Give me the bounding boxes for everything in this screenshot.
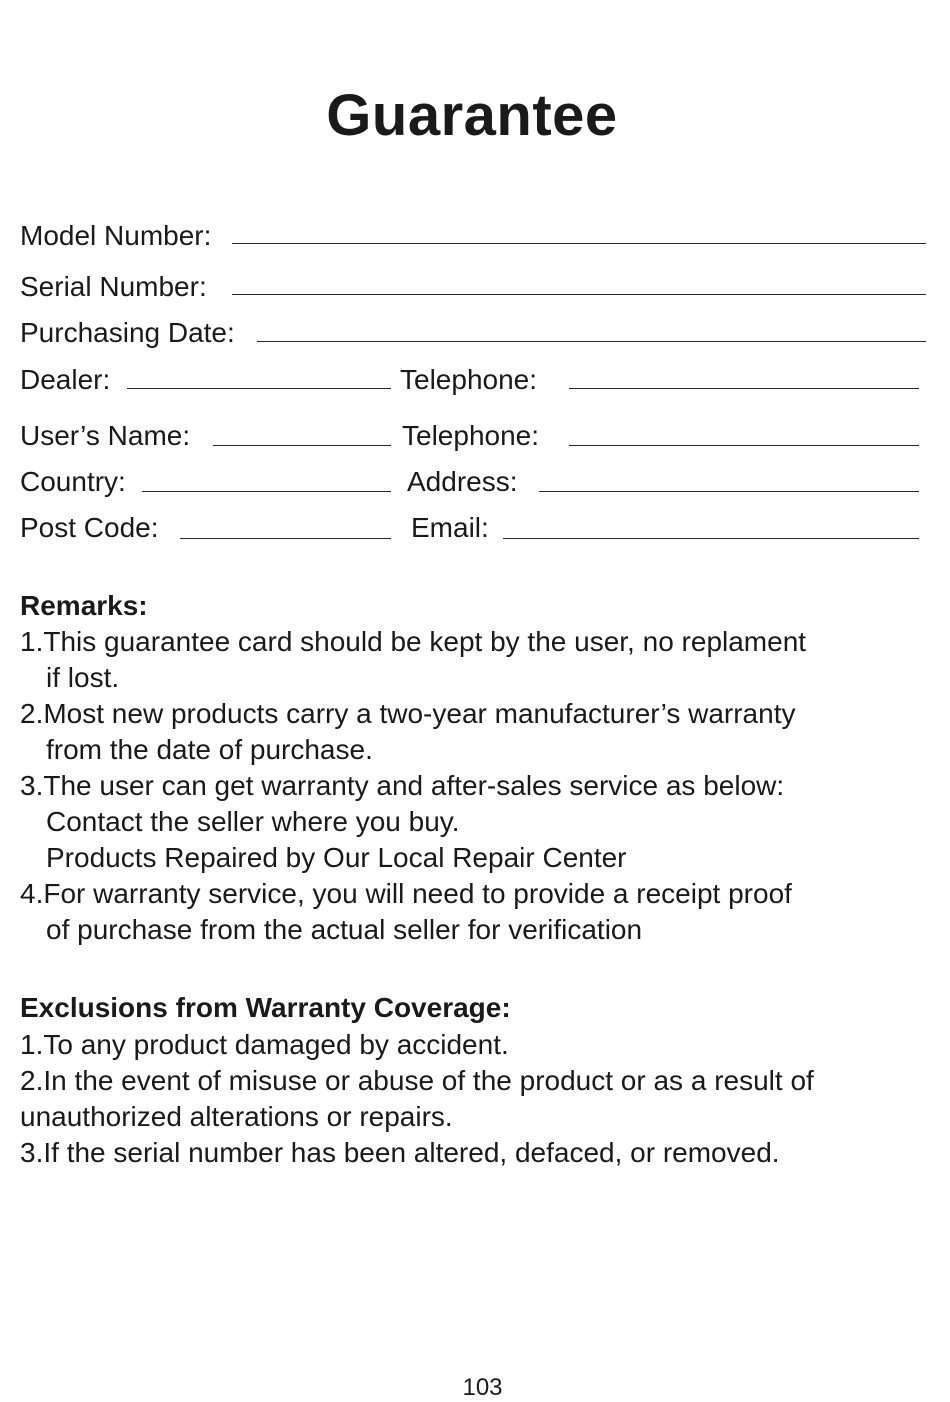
dealer-telephone-field[interactable] <box>569 388 919 389</box>
exclusions-line: 2.In the event of misuse or abuse of the product or as a result of <box>20 1065 814 1096</box>
user-telephone-field[interactable] <box>569 445 919 446</box>
exclusions-line: 1.To any product damaged by accident. <box>20 1029 509 1060</box>
purchasing-date-field[interactable] <box>257 341 926 342</box>
remarks-line: from the date of purchase. <box>46 734 373 765</box>
country-field[interactable] <box>142 491 391 492</box>
page-title: Guarantee <box>326 83 618 148</box>
users-name-label: User’s Name: <box>20 420 191 451</box>
dealer-telephone-label: Telephone: <box>400 364 538 395</box>
dealer-field[interactable] <box>127 388 391 389</box>
remarks-line: Contact the seller where you buy. <box>46 806 460 837</box>
country-label: Country: <box>20 466 126 497</box>
dealer-label: Dealer: <box>20 364 111 395</box>
remarks-line: 4.For warranty service, you will need to provide a receipt proof <box>20 878 792 909</box>
remarks-line: 2.Most new products carry a two-year manufacturer’s warranty <box>20 698 796 729</box>
post-code-label: Post Code: <box>20 512 159 543</box>
remarks-line: Products Repaired by Our Local Repair Center <box>46 842 627 873</box>
model-number-label: Model Number: <box>20 220 212 251</box>
user-telephone-label: Telephone: <box>402 420 540 451</box>
post-code-field[interactable] <box>180 538 391 539</box>
serial-number-label: Serial Number: <box>20 271 207 302</box>
page-number: 103 <box>462 1374 503 1401</box>
address-label: Address: <box>407 466 518 497</box>
purchasing-date-label: Purchasing Date: <box>20 317 235 348</box>
email-label: Email: <box>411 512 489 543</box>
users-name-field[interactable] <box>213 445 391 446</box>
remarks-heading: Remarks: <box>20 590 148 621</box>
remarks-line: 1.This guarantee card should be kept by the user, no replament <box>20 626 807 657</box>
email-field[interactable] <box>503 538 919 539</box>
remarks-line: 3.The user can get warranty and after-sales service as below: <box>20 770 785 801</box>
remarks-line: of purchase from the actual seller for verification <box>46 914 643 945</box>
serial-number-field[interactable] <box>232 294 926 295</box>
exclusions-line: 3.If the serial number has been altered, defaced, or removed. <box>20 1137 780 1168</box>
exclusions-heading: Exclusions from Warranty Coverage: <box>20 992 511 1023</box>
exclusions-line: unauthorized alterations or repairs. <box>20 1101 453 1132</box>
model-number-field[interactable] <box>232 243 926 244</box>
remarks-line: if lost. <box>46 662 120 693</box>
address-field[interactable] <box>539 491 919 492</box>
